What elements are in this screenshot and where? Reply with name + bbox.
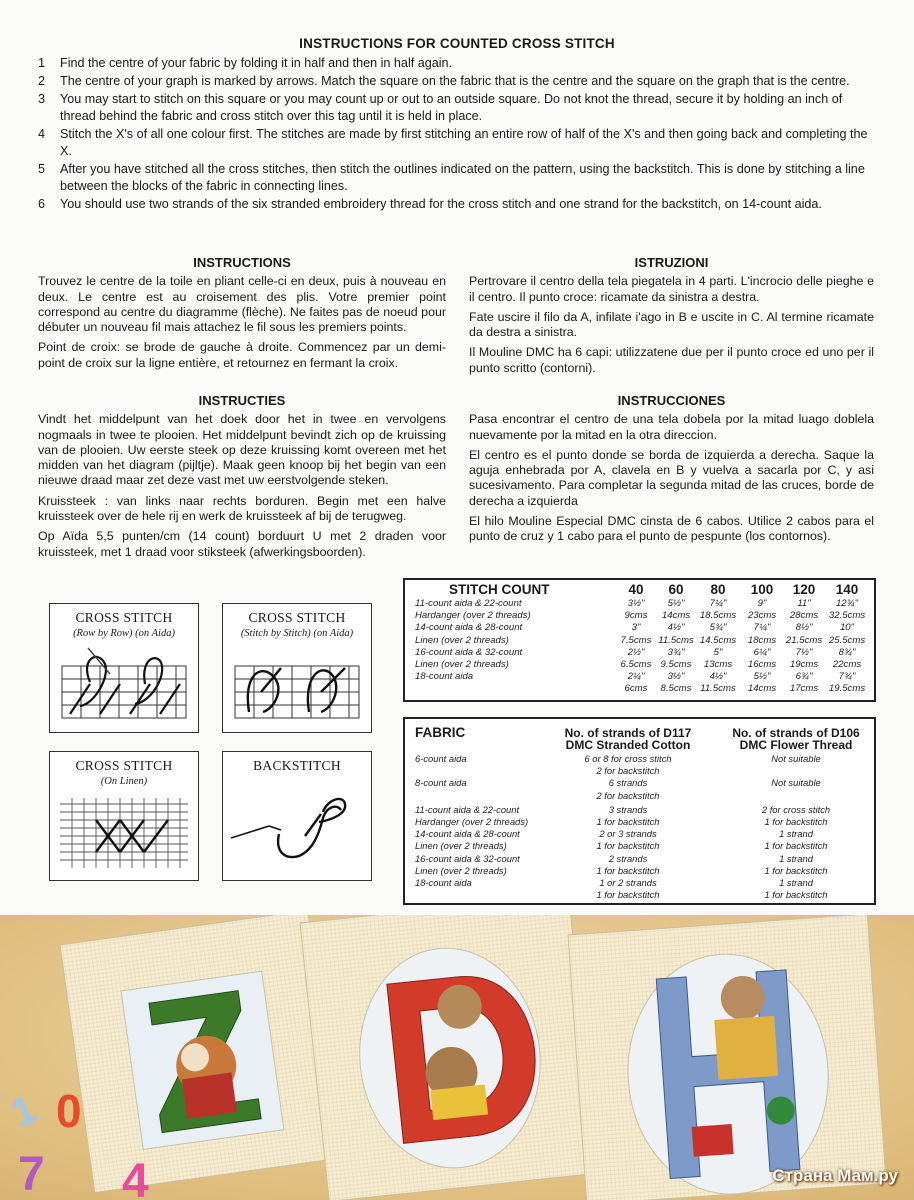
- stitch-count-row-label: Linen (over 2 threads): [415, 659, 509, 670]
- step-number: 1: [38, 56, 46, 70]
- stitch-count-column-header: 120: [792, 582, 816, 597]
- stitch-count-cell: 11": [797, 598, 811, 609]
- stitch-count-cell: 5¾": [709, 622, 727, 634]
- step-item: [38, 161, 868, 195]
- diagram-subtitle: (On Linen): [100, 776, 148, 787]
- stitch-count-cell: 6.5cms: [620, 659, 652, 670]
- fabric-row-label: Linen (over 2 threads): [415, 864, 507, 876]
- stitch-count-cell: 4½": [709, 671, 727, 683]
- step-text: Find the centre of your fabric by folding it in half and then in half again.: [60, 56, 453, 70]
- dutch-paragraph: Op Aïda 5,5 punten/cm (14 count) borduurt U met 2 draden voor kruissteek, met 1 draad voor stiksteek (afwerkingsboorden).: [38, 529, 446, 559]
- step-number: 6: [38, 197, 46, 211]
- fabric-cell-cotton: 2 strands: [608, 852, 648, 864]
- stitch-count-row-label: 11-count aida & 22-count: [415, 598, 522, 609]
- fabric-cell-cotton: 1 for backstitch: [596, 889, 660, 901]
- stitch-count-cell: 18.5cms: [699, 610, 737, 622]
- fabric-column-header-line: No. of strands of D117: [564, 726, 692, 740]
- linen-stitch-icon: [50, 752, 198, 880]
- diagram-title: CROSS STITCH: [248, 610, 346, 625]
- step-text: Stitch the X's of all one colour first. The stitches are made by first stitching an entire row of half of the X's and then going back and completing the X.: [60, 127, 868, 158]
- fabric-cell-cotton: 3 strands: [608, 803, 648, 815]
- diagram-backstitch: [222, 751, 372, 881]
- fabric-row-label: Hardanger (over 2 threads): [415, 816, 529, 827]
- stitch-count-cell: 7.5cms: [620, 634, 652, 646]
- fabric-cell-cotton: 2 for backstitch: [596, 765, 660, 777]
- stitch-count-cell: 18cms: [747, 634, 777, 646]
- fabric-row-label: Linen (over 2 threads): [415, 840, 507, 852]
- fabric-cell-flower: 1 for backstitch: [764, 840, 828, 852]
- fabric-column-header-line: No. of strands of D106: [732, 726, 860, 740]
- svg-text:4: 4: [122, 1155, 149, 1200]
- stitch-count-column-header: 140: [835, 582, 859, 597]
- diagram-cross-stitch-linen: [49, 751, 199, 881]
- fabric-row-label: 11-count aida & 22-count: [415, 803, 520, 815]
- fabric-cell-cotton: 6 or 8 for cross stitch: [584, 753, 672, 764]
- stitch-count-cell: 6cms: [624, 683, 648, 695]
- step-number: 3: [38, 92, 46, 106]
- diagram-title: CROSS STITCH: [75, 758, 173, 773]
- diagram-title: CROSS STITCH: [75, 610, 173, 625]
- stitch-count-cell: 8¾": [838, 646, 856, 658]
- diagram-title: BACKSTITCH: [253, 758, 341, 773]
- stitch-count-title: STITCH COUNT: [449, 582, 550, 597]
- stitch-count-cell: 14cms: [661, 610, 691, 622]
- fabric-column-header-line: DMC Stranded Cotton: [565, 738, 691, 752]
- fabric-row-label: 16-count aida & 32-count: [415, 852, 520, 864]
- dutch-section: [38, 393, 446, 565]
- stitch-count-cell: 19cms: [789, 659, 819, 670]
- steps-list: [38, 55, 868, 214]
- fabric-cell-cotton: 1 for backstitch: [596, 816, 660, 827]
- stitch-count-cell: 19.5cms: [828, 683, 866, 695]
- fabric-cell-cotton: 2 or 3 strands: [599, 828, 657, 840]
- step-text: After you have stitched all the cross stitches, then stitch the outlines indicated on the pattern, using the backstitch. This is done by stitching a line between the blocks of the fabric in connecting lines.: [60, 162, 865, 193]
- stitch-count-cell: 6¼": [753, 646, 771, 658]
- step-item: [38, 196, 868, 213]
- fabric-row-label: 6-count aida: [415, 753, 467, 764]
- dutch-title: INSTRUCTIES: [198, 393, 286, 408]
- stitch-count-cell: 8.5cms: [660, 683, 692, 695]
- fabric-cell-flower: 1 strand: [779, 852, 813, 864]
- fabric-cell-cotton: 1 for backstitch: [596, 840, 660, 852]
- step-number: 4: [38, 127, 46, 141]
- stitch-count-cell: 2¼": [627, 671, 645, 683]
- dutch-paragraph: Kruissteek : van links naar rechts borduren. Begin met een halve kruissteek over de hele rij en werk de kruissteek af bij de terugweg.: [38, 493, 446, 524]
- stitch-count-cell: 5": [713, 646, 723, 658]
- step-text: You may start to stitch on this square or you may count up or out to an outside square. Do not knot the thread, secure it by holding an inch of thread behind the fabric and cross stitch over this tag until it is held in place.: [60, 92, 843, 123]
- stitch-count-row-label: Linen (over 2 threads): [415, 634, 509, 646]
- stitch-count-cell: 7¾": [838, 671, 856, 683]
- fabric-column-header: [537, 727, 719, 751]
- fabric-cell-cotton: 6 strands: [608, 777, 648, 789]
- fabric-cell-flower: 1 strand: [779, 877, 813, 888]
- stitch-count-cell: 16cms: [747, 659, 777, 670]
- stitch-count-row-label: 14-count aida & 28-count: [415, 622, 523, 634]
- stitch-count-cell: 4½": [667, 622, 685, 634]
- fabric-cell-cotton: 2 for backstitch: [596, 789, 660, 801]
- step-text: The centre of your graph is marked by arrows. Match the square on the fabric that is the centre and the square on the graph that is the centre.: [60, 74, 850, 88]
- aida-single-stitch-icon: [223, 604, 371, 732]
- french-paragraph: Point de croix: se brode de gauche à droite. Commencez par un demi-point de croix sur la ligne entière, et retournez en fermant la croix.: [38, 340, 446, 370]
- stitch-count-cell: 14cms: [747, 683, 777, 695]
- diagram-cross-stitch-single: [222, 603, 372, 733]
- stitch-count-row-label: 18-count aida: [415, 671, 474, 683]
- stitch-count-cell: 3": [631, 622, 641, 634]
- diagram-subtitle: (Stitch by Stitch) (on Aida): [240, 628, 354, 639]
- watermark: Страна Мам.ру: [772, 1166, 898, 1185]
- stitch-count-row-label: Hardanger (over 2 threads): [415, 610, 531, 622]
- stitch-count-column-header: 80: [710, 582, 726, 597]
- stitch-count-cell: 11.5cms: [700, 683, 736, 695]
- stitch-count-cell: 21.5cms: [785, 634, 823, 646]
- fabric-cell-flower: Not suitable: [771, 753, 821, 764]
- page-title: INSTRUCTIONS FOR COUNTED CROSS STITCH: [299, 36, 615, 51]
- step-item: [38, 126, 868, 160]
- fabric-cell-flower: 1 for backstitch: [764, 864, 828, 876]
- spanish-paragraph: El centro es el punto donde se borda de izquierda a derecha. Saque la aguja enhebrada por A, clavela en B y vuelva a sacarla por C, y asi sucesivamento. Para completar la segunda mitad de las cruces, borde de derecha a izquierda: [469, 447, 874, 508]
- stitch-count-cell: 28cms: [789, 610, 819, 622]
- stitch-count-cell: 2½": [627, 646, 645, 658]
- backstitch-icon: [223, 752, 371, 880]
- fabric-title: FABRIC: [415, 725, 466, 740]
- fabric-column-header: [711, 727, 881, 751]
- diagram-cross-stitch-row: [49, 603, 199, 733]
- stitch-count-cell: 9": [757, 598, 767, 609]
- dutch-paragraph: Vindt het middelpunt van het doek door het in twee en vervolgens nogmaals in twee te plooien. Het middelpunt bevindt zich op de kruissing van de plooien. Uw eerste steek op deze kruissing komt overeen met het midden van het diagram (pijltje). Maak geen knoop bij het begin van een nieuwe draad maar zet deze vast met uw eerstvolgende steken.: [38, 412, 446, 488]
- step-item: [38, 73, 868, 90]
- fabric-cell-cotton: 1 for backstitch: [596, 864, 660, 876]
- stitch-count-cell: 7½": [795, 646, 813, 658]
- stitch-count-cell: 32.5cms: [828, 610, 866, 622]
- stitch-count-cell: 6¾": [795, 671, 813, 683]
- stitch-count-cell: 3¾": [667, 646, 685, 658]
- italian-paragraph: Fate uscire il filo da A, infilate i'ago in B e uscite in C. Al termine ricamate da destra a sinistra.: [469, 309, 874, 340]
- spanish-paragraph: Pasa encontrar el centro de una tela dobela por la mitad luago doblela nuevamente por la mitad en la otra direccion.: [469, 412, 874, 442]
- italian-section: [469, 255, 874, 381]
- stitch-count-cell: 7¼": [753, 622, 771, 634]
- stitch-count-column-header: 100: [750, 582, 774, 597]
- french-paragraph: Trouvez le centre de la toile en pliant celle-ci en deux, puis à nouveau en deux. Le centre est au croisement des plis. Votre premier point correspond au centre du diagramme (flèche). Ne faites pas de noeud pour débuter un nouveau fil mais attachez le fil sous les premiers points.: [38, 274, 446, 335]
- stitch-count-column-header: 40: [628, 582, 644, 597]
- stitch-count-cell: 10": [839, 622, 855, 634]
- fabric-row-label: 8-count aida: [415, 777, 467, 789]
- fabric-cell-flower: 2 for cross stitch: [761, 803, 831, 815]
- svg-text:7: 7: [18, 1148, 45, 1200]
- fabric-cell-flower: 1 for backstitch: [764, 816, 828, 827]
- stitch-count-cell: 5½": [753, 671, 771, 683]
- stitch-count-cell: 17cms: [789, 683, 819, 695]
- stitch-count-cell: 25.5cms: [828, 634, 866, 646]
- stitch-count-cell: 9cms: [624, 610, 648, 622]
- fabric-cell-flower: 1 strand: [779, 828, 813, 840]
- fabric-strands-table: [403, 717, 876, 905]
- fabric-column-header-line: DMC Flower Thread: [739, 738, 853, 752]
- fabric-row-label: 14-count aida & 28-count: [415, 828, 520, 840]
- aida-row-stitch-icon: [50, 604, 198, 732]
- cross-stitch-cards-photo: [0, 915, 914, 1200]
- svg-text:1: 1: [4, 1087, 44, 1137]
- step-text: You should use two strands of the six stranded embroidery thread for the cross stitch and one strand for the backstitch, on 14-count aida.: [60, 197, 822, 211]
- stitch-count-cell: 8½": [795, 622, 813, 634]
- french-title: INSTRUCTIONS: [193, 255, 291, 270]
- stitch-count-cell: 14.5cms: [699, 634, 737, 646]
- french-section: [38, 255, 446, 376]
- stitch-count-cell: 23cms: [747, 610, 777, 622]
- step-number: 2: [38, 74, 46, 88]
- stitch-count-cell: 3½": [667, 671, 685, 683]
- fabric-row-label: 18-count aida: [415, 877, 472, 888]
- stitch-count-cell: 22cms: [832, 659, 862, 670]
- spanish-title: INSTRUCCIONES: [617, 393, 726, 408]
- stitch-count-cell: 3½": [627, 598, 645, 609]
- product-photo: [0, 915, 914, 1200]
- stitch-count-row-label: 16-count aida & 32-count: [415, 646, 523, 658]
- stitch-count-cell: 13cms: [703, 659, 733, 670]
- step-item: [38, 91, 868, 125]
- stitch-count-cell: 12¾": [835, 598, 859, 609]
- spanish-paragraph: El hilo Mouline Especial DMC cinsta de 6 cabos. Utilice 2 cabos para el punto de cruz y 1 cabo para el punto de pespunte (los contornos).: [469, 514, 874, 544]
- spanish-section: [469, 393, 874, 550]
- italian-paragraph: Il Mouline DMC ha 6 capi: utilizzatene due per il punto croce ed uno per il punto scritto (contorni).: [469, 345, 874, 375]
- fabric-cell-flower: Not suitable: [771, 777, 821, 789]
- stitch-count-column-header: 60: [668, 582, 684, 597]
- fabric-cell-cotton: 1 or 2 strands: [599, 877, 657, 888]
- stitch-count-table: [403, 578, 876, 702]
- stitch-count-cell: 7¼": [709, 598, 727, 609]
- step-item: [38, 55, 868, 72]
- step-number: 5: [38, 162, 46, 176]
- italian-title: ISTRUZIONI: [634, 255, 709, 270]
- stitch-count-cell: 5½": [667, 598, 685, 609]
- stitch-count-cell: 9.5cms: [660, 659, 692, 670]
- svg-text:0: 0: [56, 1085, 82, 1137]
- stitch-count-cell: 11.5cms: [658, 634, 694, 646]
- italian-paragraph: Pertrovare il centro della tela piegatela in 4 parti. L'incrocio delle pieghe e il centro. Il punto croce: ricamate da sinistra a destra.: [469, 274, 874, 304]
- diagram-subtitle: (Row by Row) (on Aida): [73, 628, 175, 639]
- fabric-cell-flower: 1 for backstitch: [764, 889, 828, 901]
